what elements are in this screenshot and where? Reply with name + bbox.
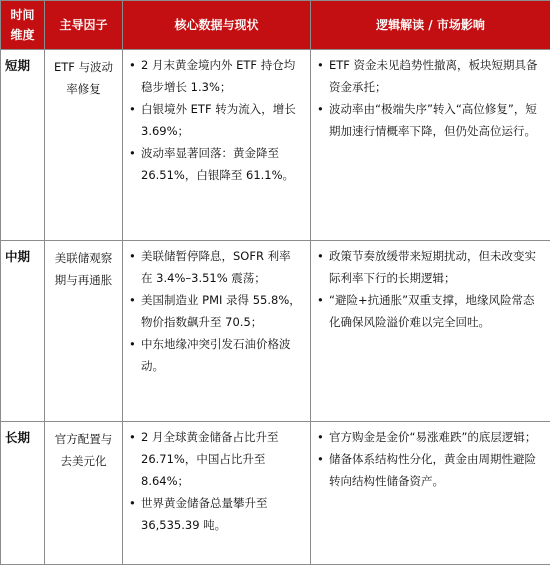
list-item-text: 2 月全球黄金储备占比升至 26.71%，中国占比升至 8.64%；: [141, 430, 278, 488]
bullet-icon: •: [317, 426, 329, 448]
bullet-icon: •: [129, 289, 141, 311]
bullet-icon: •: [317, 448, 329, 470]
list-item: [317, 289, 542, 333]
data-list: [129, 54, 302, 186]
impact-list: [317, 426, 542, 492]
factor-cell: 官方配置与去美元化: [45, 422, 123, 565]
list-item: [129, 289, 302, 333]
period-label: 短期: [1, 50, 45, 241]
header-factor: 主导因子: [45, 1, 123, 50]
list-item: [317, 245, 542, 289]
data-cell: [123, 422, 311, 565]
impact-list: [317, 54, 542, 142]
list-item: [129, 333, 302, 377]
list-item-text: 世界黄金储备总量攀升至 36,535.39 吨。: [141, 496, 268, 532]
table-row-short-term: [1, 50, 550, 241]
list-item-text: 白银境外 ETF 转为流入，增长 3.69%；: [141, 102, 296, 138]
header-data: 核心数据与现状: [123, 1, 311, 50]
list-item: [317, 448, 542, 492]
bullet-icon: •: [129, 54, 141, 76]
list-item-text: “避险+抗通胀”双重支撑，地缘风险常态化确保风险溢价难以完全回吐。: [329, 293, 535, 329]
list-item-text: 波动率显著回落：黄金降至 26.51%，白银降至 61.1%。: [141, 146, 294, 182]
factor-cell: ETF 与波动率修复: [45, 50, 123, 241]
list-item-text: ETF 资金未见趋势性撤离，板块短期具备资金承托；: [329, 58, 538, 94]
list-item: [317, 54, 542, 98]
header-period: [1, 1, 45, 50]
table-row-mid-term: [1, 241, 550, 422]
list-item-text: 储备体系结构性分化，黄金由周期性避险转向结构性储备资产。: [329, 452, 536, 488]
header-period-line1: 时间: [1, 5, 44, 25]
bullet-icon: •: [129, 142, 141, 164]
bullet-icon: •: [317, 289, 329, 311]
bullet-icon: •: [317, 245, 329, 267]
list-item: [317, 98, 542, 142]
bullet-icon: •: [129, 98, 141, 120]
data-list: [129, 245, 302, 377]
list-item-text: 美联储暂停降息，SOFR 利率在 3.4%–3.51% 震荡；: [141, 249, 291, 285]
bullet-icon: •: [317, 54, 329, 76]
factor-cell: 美联储观察期与再通胀: [45, 241, 123, 422]
table-row-long-term: [1, 422, 550, 565]
list-item-text: 2 月末黄金境内外 ETF 持仓均稳步增长 1.3%；: [141, 58, 295, 94]
header-period-line2: 维度: [1, 25, 44, 45]
impact-cell: [311, 241, 550, 422]
impact-cell: [311, 422, 550, 565]
list-item-text: 政策节奏放缓带来短期扰动，但未改变实际利率下行的长期逻辑；: [329, 249, 536, 285]
bullet-icon: •: [129, 426, 141, 448]
list-item: [129, 492, 302, 536]
bullet-icon: •: [129, 333, 141, 355]
data-cell: [123, 241, 311, 422]
header-row: [1, 1, 550, 50]
data-cell: [123, 50, 311, 241]
impact-list: [317, 245, 542, 333]
list-item: [129, 142, 302, 186]
list-item-text: 中东地缘冲突引发石油价格波动。: [141, 337, 291, 373]
list-item-text: 波动率由“极端失序”转入“高位修复”，短期加速行情概率下降，但仍处高位运行。: [329, 102, 537, 138]
bullet-icon: •: [129, 245, 141, 267]
list-item-text: 官方购金是金价“易涨难跌”的底层逻辑；: [329, 430, 536, 444]
list-item: [129, 54, 302, 98]
period-label: 长期: [1, 422, 45, 565]
list-item: [129, 98, 302, 142]
period-label: 中期: [1, 241, 45, 422]
bullet-icon: •: [129, 492, 141, 514]
header-impact: 逻辑解读 / 市场影响: [311, 1, 550, 50]
list-item: [129, 245, 302, 289]
list-item: [317, 426, 542, 448]
list-item: [129, 426, 302, 492]
data-list: [129, 426, 302, 536]
impact-cell: [311, 50, 550, 241]
bullet-icon: •: [317, 98, 329, 120]
list-item-text: 美国制造业 PMI 录得 55.8%，物价指数飙升至 70.5；: [141, 293, 301, 329]
